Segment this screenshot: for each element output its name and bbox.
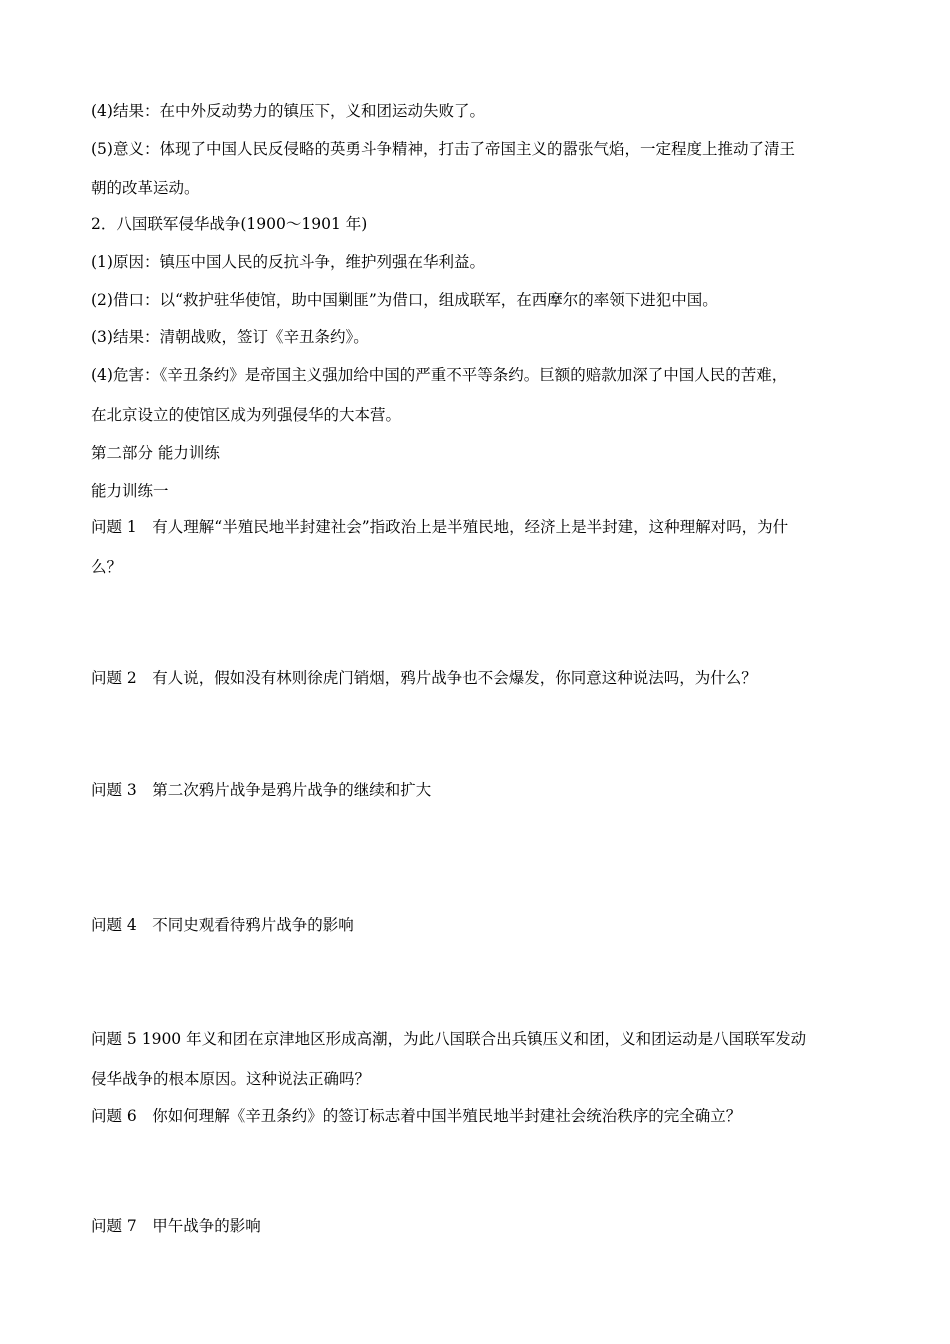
- question-3: 问题 3 第二次鸦片战争是鸦片战争的继续和扩大: [91, 781, 432, 799]
- question-5-cont: 侵华战争的根本原因。这种说法正确吗？: [91, 1070, 371, 1088]
- text-line-war-pretext: (2)借口：以“救护驻华使馆，助中国剿匪”为借口，组成联军，在西摩尔的率领下进犯中国。: [91, 291, 718, 309]
- question-1: 问题 1 有人理解“半殖民地半封建社会”指政治上是半殖民地，经济上是半封建，这种理解对吗，为什: [91, 518, 789, 536]
- subheading-ability-training-1: 能力训练一: [91, 482, 169, 500]
- text-line-war-harm-cont: 在北京设立的使馆区成为列强侵华的大本营。: [91, 406, 402, 424]
- question-7: 问题 7 甲午战争的影响: [91, 1217, 261, 1235]
- question-4: 问题 4 不同史观看待鸦片战争的影响: [91, 916, 354, 934]
- question-5: 问题 5 1900 年义和团在京津地区形成高潮，为此八国联合出兵镇压义和团，义和团运动是八国联军发动: [91, 1030, 807, 1048]
- text-line-boxer-significance-cont: 朝的改革运动。: [91, 179, 200, 197]
- question-6: 问题 6 你如何理解《辛丑条约》的签订标志着中国半殖民地半封建社会统治秩序的完全确立？: [91, 1107, 742, 1125]
- text-line-boxer-significance: (5)意义：体现了中国人民反侵略的英勇斗争精神，打击了帝国主义的嚣张气焰，一定程度上推动了清王: [91, 140, 795, 158]
- text-line-war-harm: (4)危害：《辛丑条约》是帝国主义强加给中国的严重不平等条约。巨额的赔款加深了中国人民的苦难，: [91, 366, 788, 384]
- question-1-cont: 么？: [91, 558, 123, 576]
- text-line-boxer-result: (4)结果：在中外反动势力的镇压下，义和团运动失败了。: [91, 102, 485, 120]
- question-2: 问题 2 有人说，假如没有林则徐虎门销烟，鸦片战争也不会爆发，你同意这种说法吗，为什么？: [91, 669, 757, 687]
- part-heading-ability-training: 第二部分 能力训练: [91, 444, 220, 462]
- text-line-war-result: (3)结果：清朝战败，签订《辛丑条约》。: [91, 328, 369, 346]
- section-heading-eight-nation-war: 2．八国联军侵华战争(1900～1901 年): [91, 215, 368, 233]
- text-line-war-cause: (1)原因：镇压中国人民的反抗斗争，维护列强在华利益。: [91, 253, 485, 271]
